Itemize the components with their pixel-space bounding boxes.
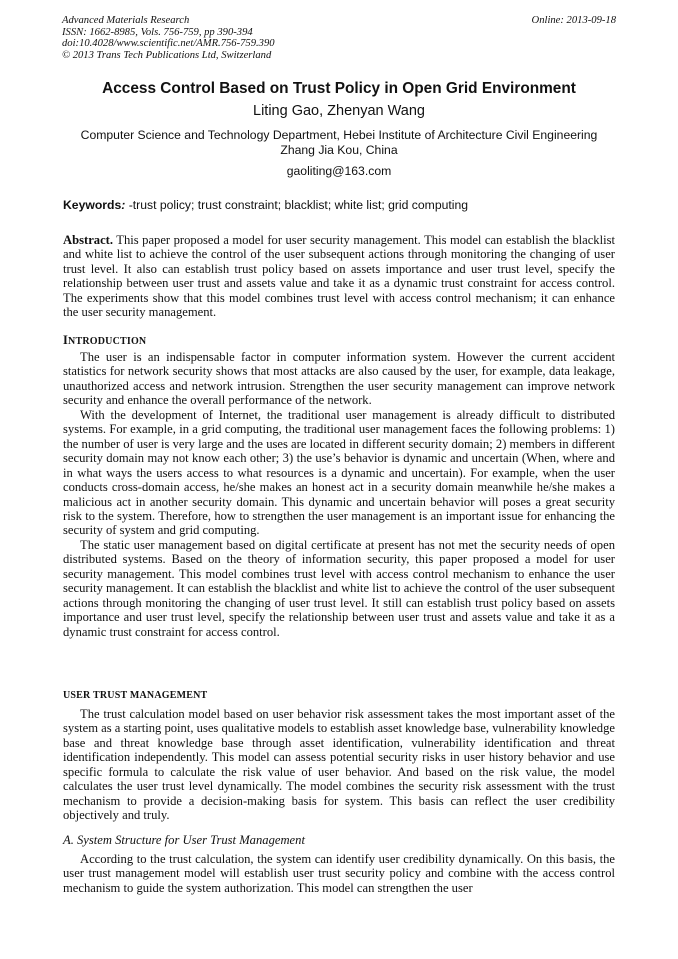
keywords-colon: : — [121, 198, 126, 212]
copyright-line: © 2013 Trans Tech Publications Ltd, Switzerland — [62, 49, 272, 61]
paragraph: With the development of Internet, the traditional user management is already difficult to distributed systems. For example, in a grid computing, the traditional user management faces the following problems: 1) the number of user is very large and the uses are located in different security domain; 2) members in different security domain may not know each other; 3) the use’s behavior is dynamic and uncertain (When, where and in what ways the users access to what resources is a dynamic and uncertain). For example, when the user conducts cross-domain access, he/she makes an honest act in a security domain meanwhile he/she makes a malicious act in another security domain. This dynamic and uncertain behavior will poses a great security risk to the system. Therefore, how to strengthen the user management is an important issue for enhancing the security of system and grid computing. — [63, 407, 615, 538]
user-trust-heading: USER TRUST MANAGEMENT — [63, 690, 208, 701]
paper-authors: Liting Gao, Zhenyan Wang — [253, 103, 425, 119]
doi-line: doi:10.4028/www.scientific.net/AMR.756-759.390 — [62, 38, 275, 49]
abstract-label: Abstract. — [63, 233, 114, 247]
section-a — [63, 852, 615, 895]
paragraph: The static user management based on digital certificate at present has not met the security needs of open distributed systems. Based on the theory of information security, this paper proposed a model for user security management. This model combines trust level with access control mechanism to enhance the user security management. It can establish the blacklist and white list to achieve the control of the user subsequent actions through monitoring the changing of user trust level. It still can establish trust policy based on assets importance and user trust level, specify the relationship between user trust and assets value and take it as a dynamic trust constraint for access control. — [63, 537, 615, 639]
paragraph: The user is an indispensable factor in computer information system. However the current accident statistics for network security shows that most attacks are also caused by the user, for example, data leakage, unauthorized access and network intrusion. Strengthen the user security management can improve network security and enhance the overall performance of the network. — [63, 350, 615, 408]
affiliation-line-2: Zhang Jia Kou, China — [280, 143, 398, 157]
user-trust-section — [63, 707, 615, 823]
author-email: gaoliting@163.com — [286, 164, 392, 178]
journal-name: Advanced Materials Research — [62, 15, 190, 26]
keywords — [63, 198, 468, 212]
online-date: Online: 2013-09-18 — [531, 15, 616, 26]
issn-line: ISSN: 1662-8985, Vols. 756-759, pp 390-394 — [62, 26, 253, 38]
keywords-text: -trust policy; trust constraint; blacklist; white list; grid computing — [125, 198, 469, 212]
affiliation-line-1: Computer Science and Technology Department, Hebei Institute of Architecture Civil Engineering — [80, 128, 598, 142]
abstract-text: This paper proposed a model for user security management. This model can establish the blacklist and white list to achieve the control of the user subsequent actions through monitoring the changing of user trust level. It also can establish trust policy based on assets importance and user trust level, specify the relationship between user trust and assets value and take it as a dynamic trust constraint for access control. The experiments show that this model combines trust level with access control mechanism; it can enhance the user security management. — [63, 233, 615, 320]
introduction-section — [63, 350, 615, 639]
journal-header — [62, 15, 616, 61]
paper-title: Access Control Based on Trust Policy in Open Grid Environment — [102, 80, 576, 97]
keywords-label: Keywords — [63, 198, 122, 212]
paper-affiliation — [0, 128, 678, 158]
paragraph: The trust calculation model based on user behavior risk assessment takes the most important asset of the system as a starting point, uses qualitative models to establish asset knowledge base, vulnerability knowledge base and threat knowledge base through asset identification, vulnerability identification and threat identification independently. This model can assess potential security risks in user history behavior and use specific formula to calculate the risk value of user behavior. And based on the risk value, the model calculates the user trust level dynamically. The model combines the security risk assessment with the trust mechanism to provide a decision-making basis for system. This basis can reflect the user credibility objectively and truly. — [63, 707, 615, 823]
paragraph: According to the trust calculation, the system can identify user credibility dynamically. On this basis, the user trust management model will establish user trust security policy and combine with the access control mechanism to guide the system authorization. This model can strengthen the user — [63, 852, 615, 895]
introduction-heading: INTRODUCTION — [63, 333, 147, 347]
section-a-heading: A. System Structure for User Trust Management — [63, 833, 305, 847]
abstract — [63, 233, 615, 320]
